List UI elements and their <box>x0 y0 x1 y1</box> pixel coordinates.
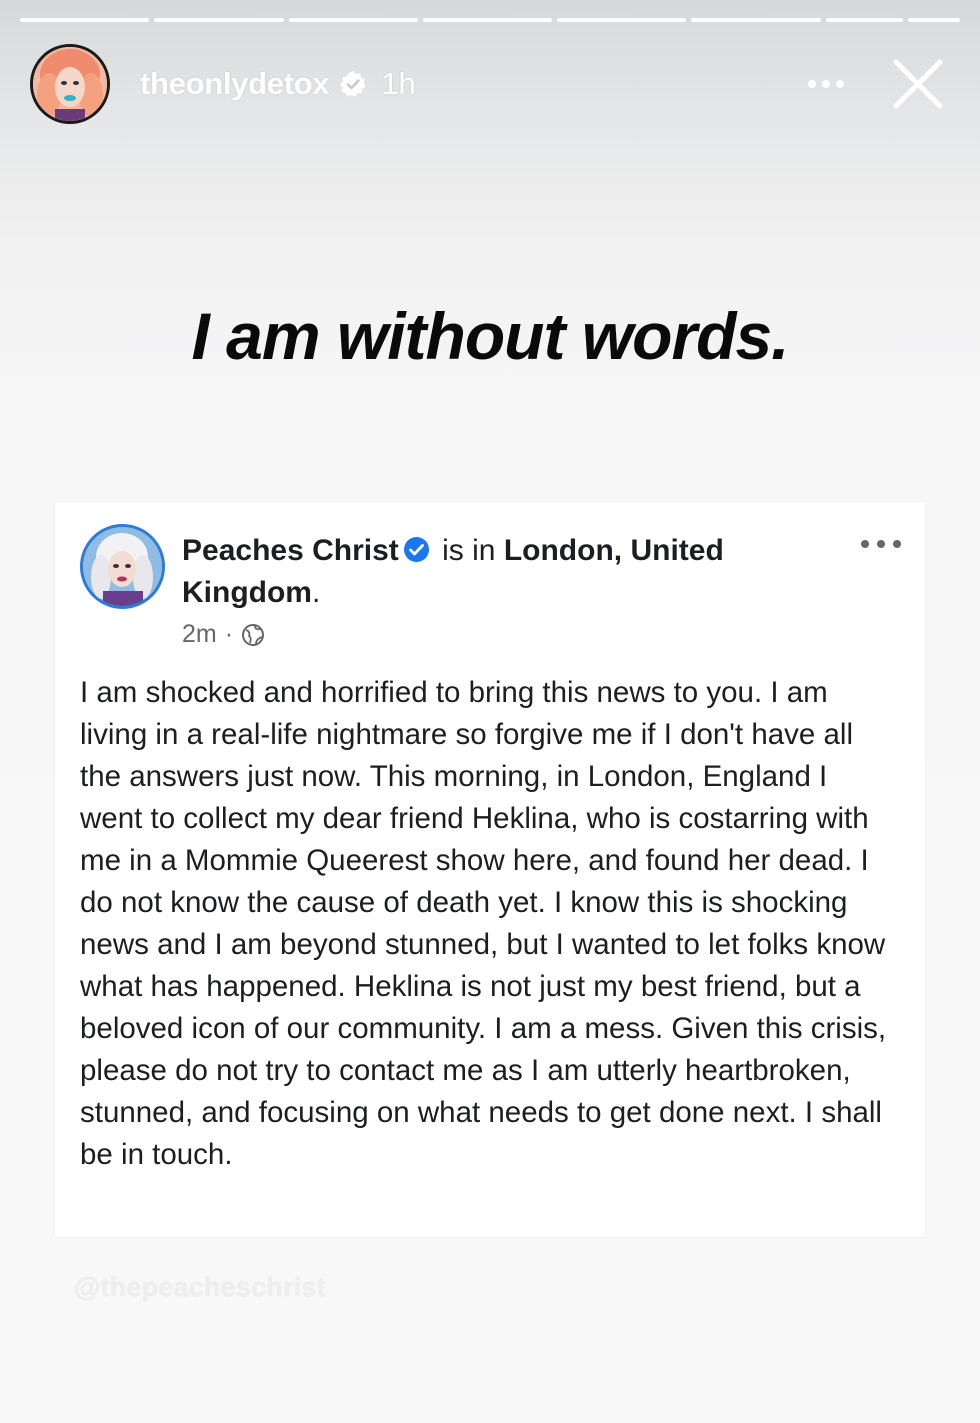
post-meta <box>182 620 265 649</box>
post-location-prefix: is in <box>442 534 496 567</box>
more-options-icon[interactable] <box>804 66 848 102</box>
post-body-text: I am shocked and horrified to bring this news to you. I am living in a real-life nightmare so forgive me if I don't have all the answers just now. This morning, in London, England I went to collect my dear friend Heklina, who is costarring with me in a Mommie Queerest show here, and found her dead. I do not know the cause of death yet. I know this is shocking news and I am beyond stunned, but I wanted to let folks know what has happened. Heklina is not just my best friend, but a beloved icon of our community. I am a mess. Given this crisis, please do not try to contact me as I am utterly heartbroken, stunned, and focusing on what needs to get done next. I shall be in touch. <box>80 676 887 1171</box>
story-time: 1h <box>381 66 416 101</box>
post-header <box>182 530 822 614</box>
more-options-icon[interactable] <box>861 536 901 552</box>
progress-segment <box>908 18 960 22</box>
progress-segment <box>289 18 418 22</box>
story-header <box>30 44 956 124</box>
close-icon[interactable] <box>880 46 956 122</box>
story-username[interactable]: theonlydetox <box>140 66 330 101</box>
progress-segment <box>557 18 686 22</box>
post-avatar-image <box>83 527 162 606</box>
post-location[interactable]: London, United Kingdom <box>182 534 724 609</box>
post-author-name[interactable]: Peaches Christ <box>182 534 399 567</box>
shared-post-card <box>55 502 925 1237</box>
story-progress-bar <box>20 18 960 23</box>
avatar-image <box>33 47 107 121</box>
post-author-avatar[interactable] <box>80 524 165 609</box>
post-location-suffix: . <box>311 576 321 609</box>
progress-segment <box>20 18 149 22</box>
progress-segment <box>154 18 283 22</box>
progress-segment <box>826 18 904 22</box>
verified-badge-icon <box>403 533 430 560</box>
meta-separator: · <box>224 620 234 648</box>
progress-segment <box>691 18 820 22</box>
progress-segment <box>423 18 552 22</box>
post-time[interactable]: 2m <box>182 620 217 648</box>
avatar[interactable] <box>30 44 110 124</box>
mention-sticker[interactable]: @thepeacheschrist <box>74 1272 326 1302</box>
globe-icon <box>241 623 265 647</box>
verified-badge-icon <box>339 70 367 98</box>
story-caption: I am without words. <box>191 299 789 373</box>
